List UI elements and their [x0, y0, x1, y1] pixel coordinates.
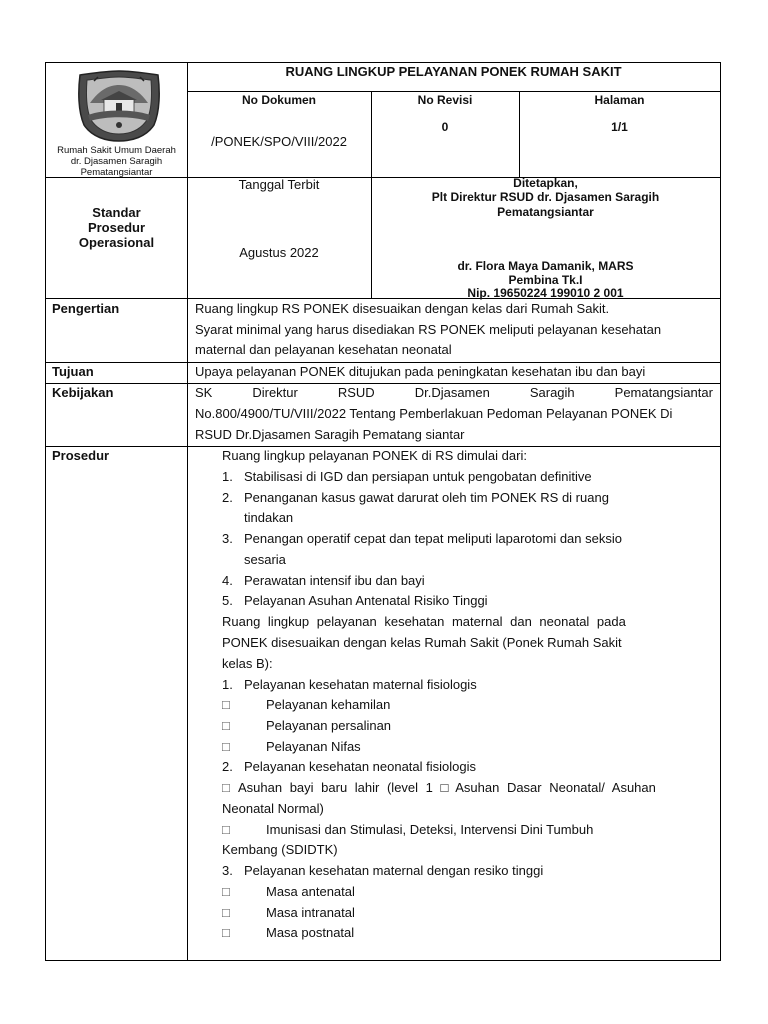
row-label-tujuan: Tujuan	[52, 364, 94, 379]
org-name: Pematangsiantar	[80, 167, 153, 178]
signer-nip: Nip. 19650224 199010 2 001	[467, 286, 624, 300]
list-number: 2.	[222, 759, 233, 774]
tanggal-terbit-label: Tanggal Terbit	[238, 177, 320, 192]
list-number: 1.	[222, 469, 233, 484]
list-item: Pelayanan kesehatan neonatal fisiologis	[244, 759, 477, 774]
list-item: tindakan	[244, 510, 294, 525]
bullet-icon: □	[222, 739, 230, 754]
list-number: 3.	[222, 531, 233, 546]
list-number: 1.	[222, 677, 233, 692]
prosedur-paragraph: PONEK disesuaikan dengan kelas Rumah Sakit (Ponek Rumah Sakit	[222, 635, 622, 650]
spo-label: Operasional	[78, 235, 155, 250]
list-item: Pelayanan Asuhan Antenatal Risiko Tinggi	[244, 593, 488, 608]
kebijakan-word: SK	[195, 385, 213, 400]
divider	[46, 446, 720, 447]
signer-name: dr. Flora Maya Damanik, MARS	[457, 259, 634, 273]
spo-label: Prosedur	[87, 220, 146, 235]
sub-item: Pelayanan Nifas	[266, 739, 361, 754]
tanggal-terbit-value: Agustus 2022	[239, 245, 319, 260]
divider	[187, 63, 188, 960]
divider	[46, 362, 720, 363]
sub-item: Imunisasi dan Stimulasi, Deteksi, Intervensi Dini Tumbuh	[266, 822, 594, 837]
sub-item: Pelayanan kehamilan	[266, 697, 391, 712]
column-header-no-dokumen: No Dokumen	[241, 93, 316, 107]
list-item: Perawatan intensif ibu dan bayi	[244, 573, 425, 588]
spo-label: Standar	[92, 205, 141, 220]
list-number: 3.	[222, 863, 233, 878]
pengertian-text: Syarat minimal yang harus disediakan RS PONEK meliputi pelayanan kesehatan	[195, 322, 662, 337]
bullet-icon: □	[222, 780, 230, 795]
divider	[187, 91, 720, 92]
org-name: dr. Djasamen Saragih	[70, 156, 163, 167]
halaman-value: 1/1	[611, 120, 628, 134]
kebijakan-word: Dr.Djasamen	[414, 385, 490, 400]
sub-item: Kembang (SDIDTK)	[222, 842, 338, 857]
sub-item: Masa antenatal	[266, 884, 355, 899]
prosedur-paragraph: Ruang lingkup pelayanan kesehatan maternal dan neonatal pada	[222, 614, 626, 629]
list-item: Stabilisasi di IGD dan persiapan untuk pengobatan definitive	[244, 469, 592, 484]
document-title: RUANG LINGKUP PELAYANAN PONEK RUMAH SAKIT	[285, 64, 622, 79]
no-dokumen-value: /PONEK/SPO/VIII/2022	[211, 134, 347, 149]
sub-item: Pelayanan persalinan	[266, 718, 392, 733]
list-number: 4.	[222, 573, 233, 588]
bullet-icon: □	[222, 925, 230, 940]
org-name: Rumah Sakit Umum Daerah	[57, 145, 176, 156]
signer-rank: Pembina Tk.I	[508, 273, 583, 287]
divider	[46, 383, 720, 384]
prosedur-intro: Ruang lingkup pelayanan PONEK di RS dimulai dari:	[222, 448, 527, 463]
sub-item: Asuhan bayi baru lahir (level 1 □ Asuhan Dasar Neonatal/ Asuhan	[238, 780, 656, 795]
list-item: Pelayanan kesehatan maternal dengan resiko tinggi	[244, 863, 544, 878]
row-label-kebijakan: Kebijakan	[52, 385, 114, 400]
sub-item: Masa postnatal	[266, 925, 355, 940]
bullet-icon: □	[222, 697, 230, 712]
kebijakan-word: Direktur	[252, 385, 298, 400]
no-revisi-value: 0	[441, 120, 449, 134]
list-item: sesaria	[244, 552, 286, 567]
kebijakan-word: RSUD	[337, 385, 375, 400]
kebijakan-text: No.800/4900/TU/VIII/2022 Tentang Pemberlakuan Pedoman Pelayanan PONEK Di	[195, 406, 673, 421]
sub-item: Masa intranatal	[266, 905, 355, 920]
bullet-icon: □	[222, 905, 230, 920]
list-item: Penanganan kasus gawat darurat oleh tim PONEK RS di ruang	[244, 490, 609, 505]
kebijakan-word: Pematangsiantar	[614, 385, 713, 400]
list-number: 5.	[222, 593, 233, 608]
pengertian-text: Ruang lingkup RS PONEK disesuaikan dengan kelas dari Rumah Sakit.	[195, 301, 610, 316]
hospital-emblem-icon	[74, 67, 164, 143]
ditetapkan-label: Ditetapkan,	[513, 176, 578, 190]
bullet-icon: □	[222, 884, 230, 899]
spo-document	[45, 62, 721, 961]
sub-item: Neonatal Normal)	[222, 801, 324, 816]
direktur-title: Plt Direktur RSUD dr. Djasamen Saragih	[431, 190, 660, 204]
tujuan-text: Upaya pelayanan PONEK ditujukan pada peningkatan kesehatan ibu dan bayi	[195, 364, 646, 379]
column-header-halaman: Halaman	[594, 93, 645, 107]
pengertian-text: maternal dan pelayanan kesehatan neonatal	[195, 342, 452, 357]
kebijakan-word: Saragih	[529, 385, 575, 400]
kebijakan-text: RSUD Dr.Djasamen Saragih Pematang siantar	[195, 427, 465, 442]
direktur-title: Pematangsiantar	[497, 205, 594, 219]
bullet-icon: □	[222, 822, 230, 837]
bullet-icon: □	[222, 718, 230, 733]
list-item: Pelayanan kesehatan maternal fisiologis	[244, 677, 477, 692]
kebijakan-text	[195, 385, 713, 400]
column-header-no-revisi: No Revisi	[417, 93, 473, 107]
row-label-prosedur: Prosedur	[52, 448, 110, 463]
list-number: 2.	[222, 490, 233, 505]
row-label-pengertian: Pengertian	[52, 301, 120, 316]
prosedur-paragraph: kelas B):	[222, 656, 273, 671]
list-item: Penangan operatif cepat dan tepat meliputi laparotomi dan seksio	[244, 531, 622, 546]
